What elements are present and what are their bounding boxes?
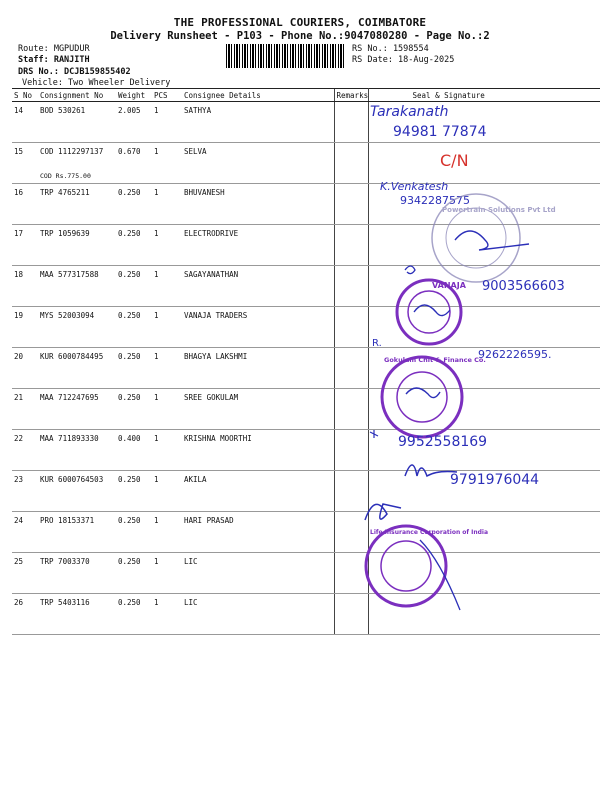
row-sno: 15	[12, 143, 38, 184]
col-header-remarks: Remarks	[334, 89, 368, 102]
row-consignee: KRISHNA MOORTHI	[182, 430, 334, 471]
rs-date: RS Date: 18-Aug-2025	[352, 55, 455, 65]
row-sno: 21	[12, 389, 38, 430]
powertrain-stamp	[432, 194, 556, 282]
route-label: Route: MGPUDUR	[18, 44, 90, 54]
vanaja-stamp-text: VANAJA	[432, 281, 466, 290]
row-consignment: PRO 18153371	[38, 512, 116, 553]
lic-stamp-text: Life Insurance Corporation of India	[370, 529, 489, 536]
row-pcs: 1	[152, 594, 182, 635]
signature-20-phone: 9262226595.	[478, 348, 552, 361]
signature-18-initial	[405, 266, 415, 274]
row-sno: 16	[12, 184, 38, 225]
row-weight: 0.250	[116, 266, 152, 307]
row-pcs: 1	[152, 389, 182, 430]
row-sno: 19	[12, 307, 38, 348]
row-consignment: TRP 1059639	[38, 225, 116, 266]
row-sno: 17	[12, 225, 38, 266]
signature-16-name: K.Venkatesh	[380, 180, 449, 193]
row-consignment: MAA 577317588	[38, 266, 116, 307]
row-pcs: 1	[152, 266, 182, 307]
row-weight: 0.250	[116, 594, 152, 635]
vehicle-label: Vehicle: Two Wheeler Delivery	[22, 78, 171, 88]
row-sno: 23	[12, 471, 38, 512]
row-consignee: SREE GOKULAM	[182, 389, 334, 430]
row-weight: 2.005	[116, 102, 152, 143]
document-title: THE PROFESSIONAL COURIERS, COIMBATORE	[173, 16, 427, 29]
row-pcs: 1	[152, 430, 182, 471]
signature-24-scribble	[365, 504, 401, 520]
row-pcs: 1	[152, 471, 182, 512]
signature-18-phone: 9003566603	[482, 279, 565, 294]
row-sno: 26	[12, 594, 38, 635]
row-weight: 0.250	[116, 225, 152, 266]
row-consignee: AKILA	[182, 471, 334, 512]
row-sno: 22	[12, 430, 38, 471]
row-weight: 0.250	[116, 512, 152, 553]
row-pcs: 1	[152, 307, 182, 348]
row-consignment: MAA 712247695	[38, 389, 116, 430]
row-consignment: MYS 52003094	[38, 307, 116, 348]
gokulam-stamp	[382, 356, 486, 437]
staff-label: Staff: RANJITH	[18, 55, 90, 65]
signature-17-scribble	[455, 231, 529, 250]
runsheet-subtitle: Delivery Runsheet - P103 - Phone No.:9047080280 - Page No.:2	[110, 30, 490, 42]
row-weight: 0.400	[116, 430, 152, 471]
signature-16-phone: 9342287575	[400, 194, 470, 207]
row-pcs: 1	[152, 143, 182, 184]
signature-23-phone: 9791976044	[450, 472, 540, 488]
signature-22-mark	[370, 430, 378, 438]
signature-20-initial: R.	[372, 338, 382, 349]
powertrain-stamp-text: Powertrain Solutions Pvt Ltd	[442, 206, 556, 214]
cod-amount-note: COD Rs.775.00	[40, 172, 91, 180]
row-sno: 20	[12, 348, 38, 389]
row-consignment: TRP 7003370	[38, 553, 116, 594]
row-pcs: 1	[152, 348, 182, 389]
row-consignee: SATHYA	[182, 102, 334, 143]
row-pcs: 1	[152, 512, 182, 553]
row-consignment: BOD 530261	[38, 102, 116, 143]
row-sno: 24	[12, 512, 38, 553]
row-consignee: VANAJA TRADERS	[182, 307, 334, 348]
signature-22-phone: 9952558169	[398, 434, 488, 450]
gokulam-stamp-text: Gokulam Chit & Finance Co.	[384, 356, 486, 364]
col-header-pcs: PCS	[152, 89, 182, 102]
row-sno: 14	[12, 102, 38, 143]
row-weight: 0.670	[116, 143, 152, 184]
rs-number: RS No.: 1598554	[352, 44, 429, 54]
row-consignment: TRP 5403116	[38, 594, 116, 635]
vanaja-stamp	[397, 280, 467, 344]
row-consignee: ELECTRODRIVE	[182, 225, 334, 266]
col-header-signature: Seal & Signature	[368, 89, 600, 102]
row-weight: 0.250	[116, 348, 152, 389]
row-consignee: SELVA	[182, 143, 334, 184]
row-pcs: 1	[152, 225, 182, 266]
lic-stamp	[366, 526, 488, 610]
row-weight: 0.250	[116, 553, 152, 594]
row-weight: 0.250	[116, 184, 152, 225]
row-sno: 18	[12, 266, 38, 307]
col-header-weight: Weight	[116, 89, 152, 102]
row-consignment: COD 1112297137	[40, 147, 104, 156]
row-pcs: 1	[152, 102, 182, 143]
row-weight: 0.250	[116, 307, 152, 348]
row-sno: 25	[12, 553, 38, 594]
drs-number: DRS No.: DCJB159855402	[18, 67, 131, 77]
col-header-consignment: Consignment No	[38, 89, 116, 102]
signature-14-phone: 94981 77874	[393, 124, 487, 140]
row-consignment: TRP 4765211	[38, 184, 116, 225]
row-consignee: HARI PRASAD	[182, 512, 334, 553]
signature-14-name: Tarakanath	[370, 104, 449, 120]
row-consignment: MAA 711893330	[38, 430, 116, 471]
row-pcs: 1	[152, 553, 182, 594]
row-weight: 0.250	[116, 471, 152, 512]
row-consignee: BHUVANESH	[182, 184, 334, 225]
row-consignee: SAGAYANATHAN	[182, 266, 334, 307]
row-consignment: KUR 6000784495	[38, 348, 116, 389]
signature-15-cn: C/N	[440, 151, 469, 170]
row-consignee: BHAGYA LAKSHMI	[182, 348, 334, 389]
row-pcs: 1	[152, 184, 182, 225]
col-header-sno: S No	[12, 89, 38, 102]
col-header-consignee: Consignee Details	[182, 89, 334, 102]
row-weight: 0.250	[116, 389, 152, 430]
row-consignee: LIC	[182, 553, 334, 594]
row-consignee: LIC	[182, 594, 334, 635]
row-consignment: KUR 6000764503	[38, 471, 116, 512]
